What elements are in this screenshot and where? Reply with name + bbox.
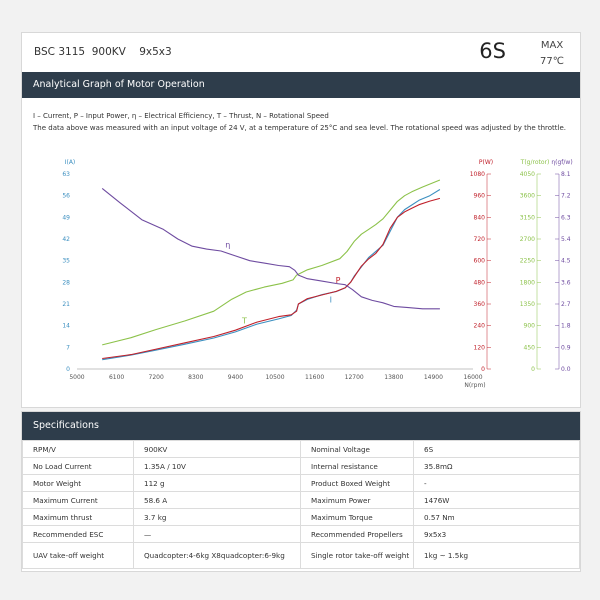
y-axis-label: T(g/rotor)	[520, 159, 550, 166]
spec-value: 900KV	[134, 441, 301, 458]
spec-value: 1kg ~ 1.5kg	[414, 543, 580, 569]
max-temp: 77℃	[540, 56, 564, 67]
x-tick-label: 9400	[227, 374, 244, 381]
x-tick-label: 8300	[188, 374, 204, 381]
graph-note-line: The data above was measured with an input voltage of 24 V, at a temperature of 25°C and sea level. The rotational speed was adjusted by the throttle.	[33, 124, 567, 132]
y-tick-label: 56	[62, 192, 70, 200]
y-tick-label: 1.8	[561, 322, 571, 330]
spec-label: No Load Current	[23, 458, 134, 475]
x-tick-label: 12700	[344, 374, 364, 381]
spec-value: 35.8mΩ	[414, 458, 580, 475]
y-tick-label: 1800	[519, 279, 535, 287]
series-line-i	[102, 190, 440, 360]
y-tick-label: 0	[66, 366, 70, 373]
y-tick-label: 960	[473, 192, 485, 200]
y-tick-label: 0	[481, 366, 485, 373]
specifications-title: Specifications	[22, 412, 580, 440]
x-tick-label: 5000	[69, 374, 85, 381]
spec-label: Maximum thrust	[23, 509, 134, 526]
graph-section-title: Analytical Graph of Motor Operation	[22, 72, 580, 98]
y-tick-label: 42	[62, 236, 70, 243]
spec-value: —	[134, 526, 301, 543]
motor-title: BSC 3115 900KV 9x5x3	[34, 46, 172, 58]
y-tick-label: 3150	[519, 214, 535, 222]
spec-value: Quadcopter:4-6kg X8quadcopter:6-9kg	[134, 543, 301, 569]
y-tick-label: 4.5	[561, 257, 571, 265]
y-tick-label: 1080	[469, 171, 485, 178]
x-tick-label: 11600	[305, 374, 325, 381]
x-tick-label: 14900	[423, 374, 443, 381]
spec-value: -	[414, 475, 580, 492]
y-tick-label: 7.2	[561, 192, 571, 200]
y-tick-label: 0.9	[561, 344, 571, 352]
spec-label: Internal resistance	[301, 458, 414, 475]
y-tick-label: 720	[473, 236, 485, 243]
spec-label: UAV take-off weight	[23, 543, 134, 569]
y-axis-label: P(W)	[478, 159, 494, 166]
spec-value: 3.7 kg	[134, 509, 301, 526]
motor-graph-card	[21, 32, 581, 408]
spec-value: 58.6 A	[134, 492, 301, 509]
y-tick-label: 3600	[519, 192, 535, 200]
y-tick-label: 63	[62, 171, 70, 178]
series-line-efficiency	[102, 188, 440, 308]
spec-row	[23, 458, 580, 475]
series-label: I	[329, 295, 332, 305]
x-tick-label: 13800	[384, 374, 404, 381]
y-axis-label: I(A)	[64, 159, 76, 166]
x-axis-label: N(rpm)	[464, 382, 486, 389]
spec-label: Maximum Current	[23, 492, 134, 509]
spec-row	[23, 543, 580, 569]
y-tick-label: 0	[531, 366, 535, 373]
x-tick-label: 6100	[108, 374, 125, 381]
y-tick-label: 4050	[519, 171, 535, 178]
y-tick-label: 6.3	[561, 214, 571, 222]
spec-label: Single rotor take-off weight	[301, 543, 414, 569]
spec-value: 1.35A / 10V	[134, 458, 301, 475]
cell-count: 6S	[479, 39, 506, 63]
spec-label: Product Boxed Weight	[301, 475, 414, 492]
spec-row	[23, 509, 580, 526]
y-tick-label: 14	[62, 322, 70, 330]
graph-description	[22, 98, 580, 134]
spec-value: 6S	[414, 441, 580, 458]
spec-label: RPM/V	[23, 441, 134, 458]
max-label: MAX	[540, 40, 564, 51]
motor-chart	[22, 156, 578, 401]
y-tick-label: 2250	[519, 257, 535, 265]
spec-label: Recommended ESC	[23, 526, 134, 543]
x-tick-label: 7200	[148, 374, 164, 381]
spec-row	[23, 492, 580, 509]
max-temp-box	[540, 38, 564, 70]
series-label: η	[225, 240, 231, 250]
series-line-p	[102, 198, 440, 358]
spec-value: 112 g	[134, 475, 301, 492]
spec-label: Nominal Voltage	[301, 441, 414, 458]
x-tick-label: 16000	[463, 374, 483, 381]
y-tick-label: 900	[523, 322, 535, 330]
spec-label: Recommended Propellers	[301, 526, 414, 543]
y-tick-label: 49	[62, 214, 70, 222]
y-axis-label: η(gf/w)	[551, 159, 573, 166]
y-tick-label: 120	[473, 344, 485, 352]
spec-value: 9x5x3	[414, 526, 580, 543]
graph-legend-line: I – Current, P – Input Power, η – Electrical Efficiency, T – Thrust, N – Rotational Speed	[33, 112, 329, 120]
y-tick-label: 35	[62, 257, 70, 265]
spec-row	[23, 441, 580, 458]
spec-row	[23, 526, 580, 543]
y-tick-label: 240	[473, 322, 485, 330]
y-tick-label: 3.6	[561, 279, 571, 287]
spec-value: 0.57 Nm	[414, 509, 580, 526]
y-tick-label: 2.7	[561, 301, 571, 308]
y-tick-label: 450	[523, 344, 535, 352]
y-tick-label: 600	[473, 257, 485, 265]
y-tick-label: 28	[62, 279, 70, 287]
series-label: T	[241, 316, 247, 326]
spec-value: 1476W	[414, 492, 580, 509]
motor-header	[22, 33, 580, 72]
y-tick-label: 5.4	[561, 236, 571, 243]
spec-label: Maximum Power	[301, 492, 414, 509]
y-tick-label: 1350	[519, 301, 535, 308]
y-tick-label: 480	[473, 279, 485, 287]
spec-label: Maximum Torque	[301, 509, 414, 526]
series-label: P	[335, 276, 341, 286]
y-tick-label: 360	[473, 301, 485, 308]
y-tick-label: 2700	[519, 236, 535, 243]
y-tick-label: 7	[66, 344, 70, 352]
y-tick-label: 8.1	[561, 171, 571, 178]
specifications-table	[22, 440, 580, 569]
y-tick-label: 0.0	[561, 366, 571, 373]
y-tick-label: 21	[62, 301, 70, 308]
x-tick-label: 10500	[265, 374, 285, 381]
spec-label: Motor Weight	[23, 475, 134, 492]
specifications-card	[21, 411, 581, 572]
spec-row	[23, 475, 580, 492]
y-tick-label: 840	[473, 214, 485, 222]
